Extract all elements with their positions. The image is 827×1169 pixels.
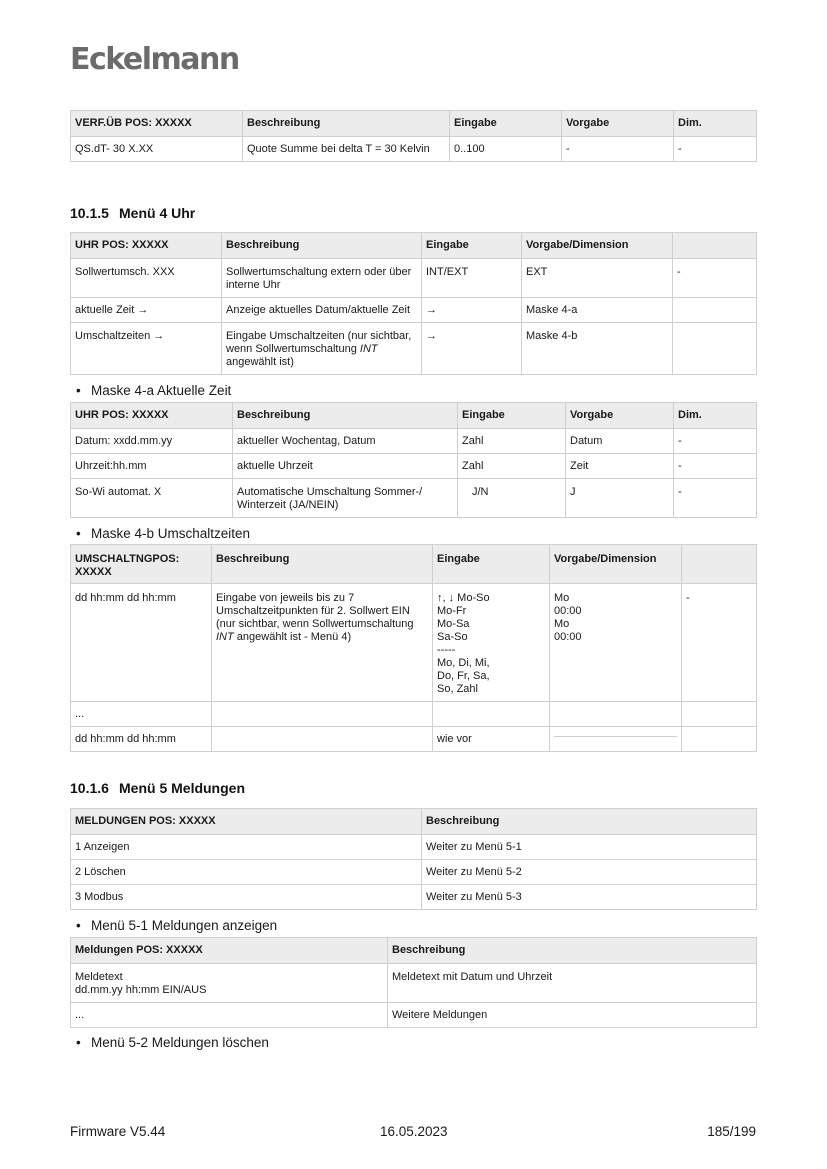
table-cell: Mo 00:00 Mo 00:00 [550, 584, 682, 702]
bullet-text: Menü 5-1 Meldungen anzeigen [91, 918, 278, 933]
bullet-glyph: • [76, 526, 81, 541]
table-cell: Sollwertumsch. XXX [71, 259, 222, 298]
table-cell: → [422, 298, 522, 323]
footer-page-number: 185/199 [707, 1124, 756, 1139]
table-row [71, 702, 757, 727]
column-header: Vorgabe [562, 111, 674, 137]
table-cell: Meldetext mit Datum und Uhrzeit [388, 964, 757, 1003]
table-cell: aktuelle Uhrzeit [233, 454, 458, 479]
table-cell: - [674, 479, 757, 518]
bullet-text: Maske 4-a Aktuelle Zeit [91, 383, 232, 398]
table-cell: 2 Löschen [71, 860, 422, 885]
table-header-row [71, 233, 757, 259]
cell-text: Eingabe Umschaltzeiten (nur sichtbar, wenn Sollwertumschaltung [226, 330, 412, 355]
column-header: UHR POS: XXXXX [71, 403, 233, 429]
cell-italic-text: INT [216, 631, 234, 643]
table-cell: Sollwertumschaltung extern oder über interne Uhr [222, 259, 422, 298]
table-cell: Zeit [566, 454, 674, 479]
table-row [71, 323, 757, 375]
table-cell: Zahl [458, 429, 566, 454]
table-cell: - [682, 584, 757, 702]
table-cell: Weitere Meldungen [388, 1003, 757, 1028]
column-header: Beschreibung [388, 938, 757, 964]
bullet-glyph: • [76, 383, 81, 398]
table-cell: - [674, 454, 757, 479]
table-cell: - [562, 137, 674, 162]
bullet-text: Menü 5-2 Meldungen löschen [91, 1035, 269, 1050]
table-cell [212, 584, 433, 702]
table-row [71, 137, 757, 162]
table-cell: 0..100 [450, 137, 562, 162]
table-cell: ... [71, 702, 212, 727]
column-header: Meldungen POS: XXXXX [71, 938, 388, 964]
table-row [71, 727, 757, 752]
maske4b-table-block [70, 544, 756, 752]
table-cell [433, 702, 550, 727]
bullet-item [76, 526, 250, 541]
bullet-item [76, 383, 231, 398]
column-header: VERF.ÜB POS: XXXXX [71, 111, 243, 137]
table-cell: aktueller Wochentag, Datum [233, 429, 458, 454]
column-header: Vorgabe/Dimension [522, 233, 673, 259]
table-cell [550, 727, 682, 752]
column-header: Dim. [674, 403, 757, 429]
cell-text: angewählt ist - Menü 4) [233, 631, 352, 643]
table-cell: QS.dT- 30 X.XX [71, 137, 243, 162]
table-row [71, 885, 757, 910]
table-header-row [71, 545, 757, 584]
column-header: Beschreibung [222, 233, 422, 259]
bullet-item [76, 918, 277, 933]
uhr-table-block [70, 232, 756, 375]
table-cell [682, 702, 757, 727]
table-cell [673, 298, 757, 323]
table-row [71, 479, 757, 518]
footer-date: 16.05.2023 [380, 1124, 448, 1139]
bullet-item [76, 1035, 269, 1050]
bullet-glyph: • [76, 918, 81, 933]
table-cell: aktuelle Zeit → [71, 298, 222, 323]
table-cell: dd hh:mm dd hh:mm [71, 584, 212, 702]
table-header-row [71, 938, 757, 964]
table-cell: EXT [522, 259, 673, 298]
table-header-row [71, 111, 757, 137]
table-cell [682, 727, 757, 752]
verf-table-block [70, 110, 756, 162]
table-cell: ↑, ↓ Mo-So Mo-Fr Mo-Sa Sa-So ----- Mo, Di, Mi, Do, Fr, Sa, So, Zahl [433, 584, 550, 702]
column-header: Vorgabe [566, 403, 674, 429]
menu51-table-block [70, 937, 756, 1028]
footer-firmware: Firmware V5.44 [70, 1124, 166, 1139]
table-cell: Anzeige aktuelles Datum/aktuelle Zeit [222, 298, 422, 323]
table-cell [212, 727, 433, 752]
column-header: Dim. [674, 111, 757, 137]
cell-text: angewählt ist) [226, 356, 294, 368]
bullet-glyph: • [76, 1035, 81, 1050]
table-cell: Uhrzeit:hh.mm [71, 454, 233, 479]
menu51-table [70, 937, 757, 1028]
table-cell: - [674, 429, 757, 454]
table-row [71, 259, 757, 298]
table-cell: Umschaltzeiten → [71, 323, 222, 375]
table-header-row [71, 809, 757, 835]
section-title: Menü 4 Uhr [119, 205, 196, 221]
column-header: Eingabe [450, 111, 562, 137]
table-row [71, 860, 757, 885]
table-cell: Maske 4-a [522, 298, 673, 323]
maske4b-table [70, 544, 757, 752]
table-cell: Datum [566, 429, 674, 454]
maske4a-table-block [70, 402, 756, 518]
table-cell: 3 Modbus [71, 885, 422, 910]
table-row [71, 429, 757, 454]
column-header: Beschreibung [233, 403, 458, 429]
section-heading-uhr [70, 205, 195, 221]
meldungen-table-block [70, 808, 756, 910]
maske4a-table [70, 402, 757, 518]
section-number: 10.1.5 [70, 205, 109, 221]
bullet-text: Maske 4-b Umschaltzeiten [91, 526, 251, 541]
table-cell [550, 702, 682, 727]
table-cell: ... [71, 1003, 388, 1028]
table-cell: Datum: xxdd.mm.yy [71, 429, 233, 454]
cell-text: Eingabe von jeweils bis zu 7 Umschaltzeitpunkten für 2. Sollwert EIN (nur sichtbar, wenn Sollwertumschaltung [216, 592, 414, 630]
table-cell: 1 Anzeigen [71, 835, 422, 860]
table-cell: Weiter zu Menü 5-2 [422, 860, 757, 885]
table-row [71, 964, 757, 1003]
table-row [71, 584, 757, 702]
column-header [673, 233, 757, 259]
table-cell: Quote Summe bei delta T = 30 Kelvin [243, 137, 450, 162]
table-cell: Maske 4-b [522, 323, 673, 375]
column-header: Eingabe [433, 545, 550, 584]
column-header: Vorgabe/Dimension [550, 545, 682, 584]
table-cell [222, 323, 422, 375]
uhr-table [70, 232, 757, 375]
column-header: Beschreibung [422, 809, 757, 835]
column-header [682, 545, 757, 584]
table-cell: INT/EXT [422, 259, 522, 298]
divider [554, 736, 677, 737]
table-cell [673, 323, 757, 375]
table-cell: → [422, 323, 522, 375]
table-cell: Weiter zu Menü 5-3 [422, 885, 757, 910]
table-row [71, 1003, 757, 1028]
column-header: UMSCHALTNGPOS: XXXXX [71, 545, 212, 584]
column-header: MELDUNGEN POS: XXXXX [71, 809, 422, 835]
table-cell: Zahl [458, 454, 566, 479]
section-number: 10.1.6 [70, 780, 109, 796]
cell-italic-text: INT [359, 343, 378, 355]
table-cell: wie vor [433, 727, 550, 752]
table-row [71, 835, 757, 860]
table-cell: Meldetext dd.mm.yy hh:mm EIN/AUS [71, 964, 388, 1003]
table-cell: - [673, 259, 757, 298]
column-header: Eingabe [458, 403, 566, 429]
meldungen-table [70, 808, 757, 910]
section-heading-meldungen [70, 780, 245, 796]
column-header: UHR POS: XXXXX [71, 233, 222, 259]
table-cell: Automatische Umschaltung Sommer-/ Winterzeit (JA/NEIN) [233, 479, 458, 518]
table-cell [212, 702, 433, 727]
table-cell: - [674, 137, 757, 162]
verf-table [70, 110, 757, 162]
column-header: Beschreibung [212, 545, 433, 584]
column-header: Eingabe [422, 233, 522, 259]
table-header-row [71, 403, 757, 429]
table-row [71, 454, 757, 479]
table-cell: J/N [458, 479, 566, 518]
table-cell: So-Wi automat. X [71, 479, 233, 518]
table-cell: dd hh:mm dd hh:mm [71, 727, 212, 752]
table-cell: J [566, 479, 674, 518]
table-cell: Weiter zu Menü 5-1 [422, 835, 757, 860]
eckelmann-logo: Eckelmann [70, 42, 239, 77]
column-header: Beschreibung [243, 111, 450, 137]
table-row [71, 298, 757, 323]
section-title: Menü 5 Meldungen [119, 780, 245, 796]
